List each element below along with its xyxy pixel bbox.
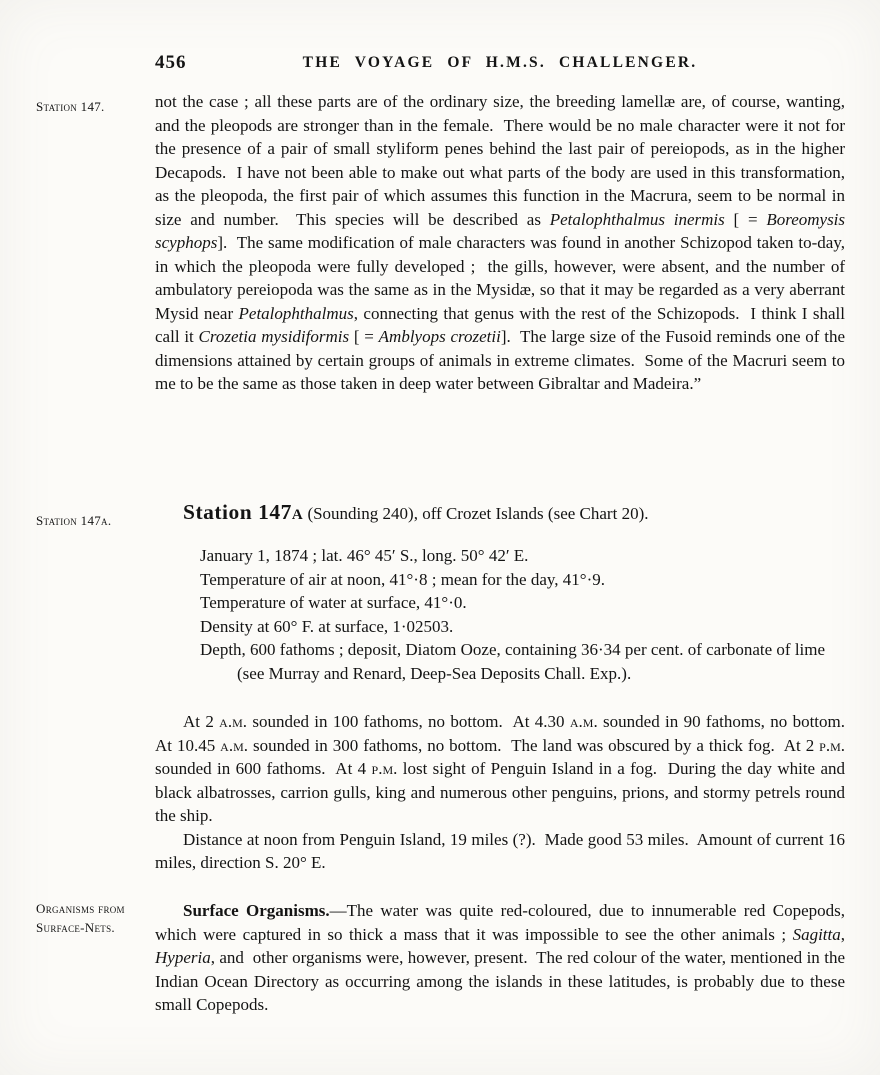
margin-note-organisms-from-surface-nets: Organisms from Surface-Nets. — [36, 901, 125, 935]
running-head — [155, 52, 845, 78]
detail-density: Density at 60° F. at surface, 1·02503. — [200, 616, 454, 636]
paragraph-surface-organisms: Surface Organisms.—The water was quite red-coloured, due to innumerable red Copepods, which were captured in so thick a mass that it was impossible to see the other animals ; Sagitta, Hyperia, and other organisms were, however, present. The red colour of the water, mentioned in the Indian Ocean Directory as occurring among the islands in these latitudes, is probably due to these small Copepods. — [155, 901, 850, 1014]
paragraph-station-147: not the case ; all these parts are of the ordinary size, the breeding lamellæ are, of course, wanting, and the pleopods are stronger than in the female. There would be no male character were it not for the presence of a pair of small styliform penes behind the last pair of pereiopods, as in the higher Decapods. I have not been able to make out what parts of the body are used in this transformation, as the pleopoda, the first pair of which assumes this function in the Macrura, seem to be normal in size and number. This species will be described as Petalophthalmus inermis [ = Boreomysis scyphops]. The same modification of male characters was found in another Schizopod taken to-day, in which the pleopoda were fully developed ; the gills, however, were absent, and the number of ambulatory pereiopoda was the same as in the Mysidæ, so that it may be regarded as a very aberrant Mysid near Petalophthalmus, connecting that genus with the rest of the Schizopods. I think I shall call it Crozetia mysidiformis [ = Amblyops crozetii]. The large size of the Fusoid reminds one of the dimensions attained by certain groups of animals in extreme climates. Some of the Macruri seem to me to be the same as those taken in deep water between Gibraltar and Madeira.” — [155, 92, 850, 393]
station-147a-narrative — [155, 710, 854, 875]
detail-water-temperature: Temperature of water at surface, 41°·0. — [200, 593, 467, 612]
station-147a-details — [155, 544, 845, 685]
detail-date-position: January 1, 1874 ; lat. 46° 45′ S., long. 50° 42′ E. — [200, 546, 529, 565]
page-number: 456 — [155, 52, 187, 73]
station-147a-section — [155, 499, 845, 527]
margin-note-station-147a: Station 147a. — [36, 513, 112, 528]
station-147a-heading: Station 147a (Sounding 240), off Crozet Islands (see Chart 20). — [183, 500, 649, 524]
detail-depth-deposit: Depth, 600 fathoms ; deposit, Diatom Ooze, containing 36·34 per cent. of carbonate of lime (see Murray and Renard, Deep-Sea Deposits Chall. Exp.). — [200, 640, 826, 683]
margin-note-station-147: Station 147. — [36, 99, 105, 114]
paragraph-soundings: At 2 a.m. sounded in 100 fathoms, no bottom. At 4.30 a.m. sounded in 90 fathoms, no bottom. At 10.45 a.m. sounded in 300 fathoms, no bottom. The land was obscured by a thick fog. At 2 p.m. sounded in 600 fathoms. At 4 p.m. lost sight of Penguin Island in a fog. During the day white and black albatrosses, carrion gulls, king and numerous other penguins, prions, and stormy petrels round the ship. — [155, 712, 854, 825]
running-title: THE VOYAGE OF H.M.S. CHALLENGER. — [302, 54, 698, 71]
paragraph-distance: Distance at noon from Penguin Island, 19 miles (?). Made good 53 miles. Amount of current 16 miles, direction S. 20° E. — [155, 829, 850, 872]
detail-air-temperature: Temperature of air at noon, 41°·8 ; mean for the day, 41°·9. — [200, 569, 605, 589]
